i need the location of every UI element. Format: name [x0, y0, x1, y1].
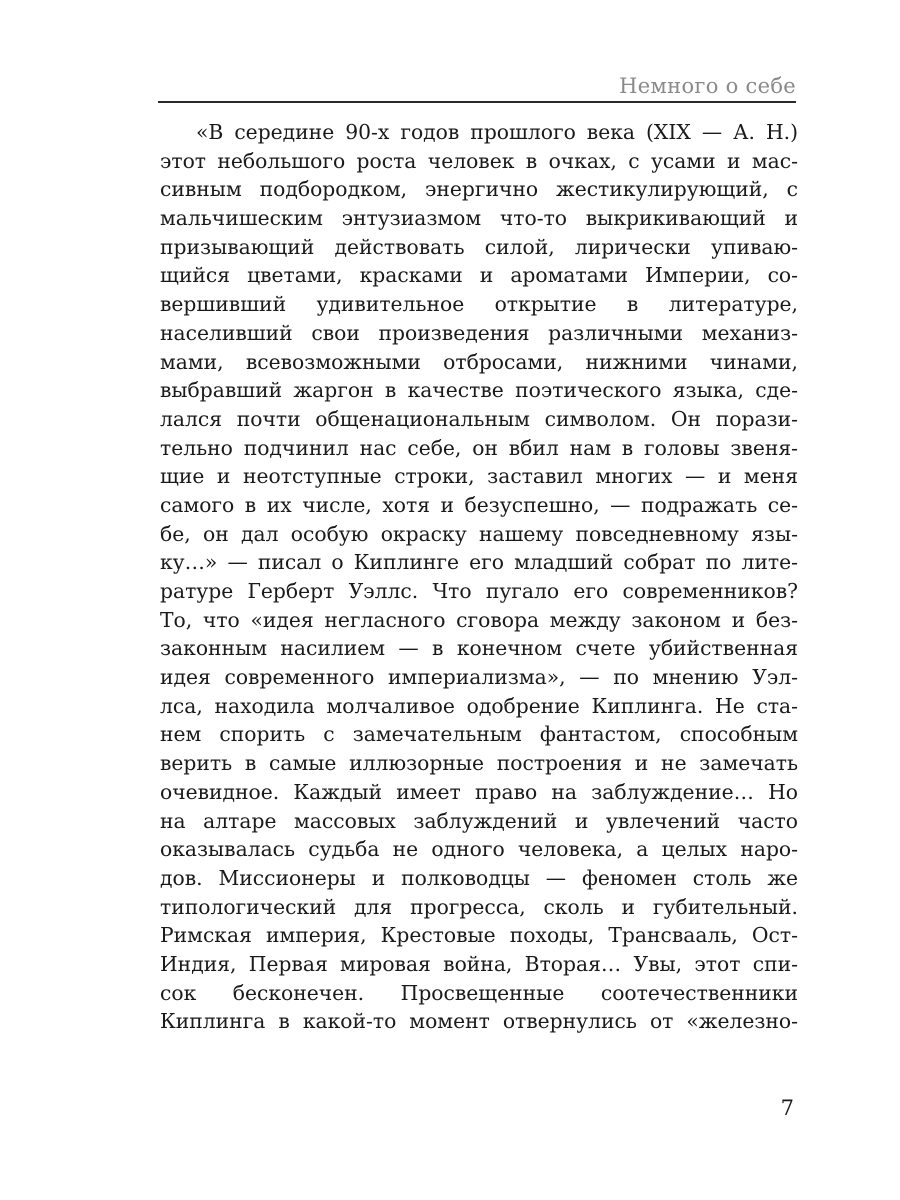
text-line: законным насилием — в конечном счете убийственная — [160, 636, 798, 661]
text-line: на алтаре массовых заблуждений и увлечений часто — [160, 808, 798, 833]
text-line: Киплинга в какой-то момент отвернулись от «железно- — [160, 1009, 798, 1034]
body-text — [160, 118, 798, 1036]
text-line: населивший свои произведения различными механиз- — [160, 320, 798, 345]
text-line: очевидное. Каждый имеет право на заблуждение… Но — [160, 779, 798, 804]
text-line: призывающий действовать силой, лирически упиваю- — [160, 234, 798, 259]
text-line: ратуре Герберт Уэллс. Что пугало его современников? — [160, 579, 798, 603]
text-line: верить в самые иллюзорные построения и не замечать — [160, 751, 798, 776]
text-line: «В середине 90-х годов прошлого века (XIX — А. Н.) — [196, 120, 798, 144]
text-line: типологический для прогресса, сколь и губительный. — [160, 894, 798, 919]
text-line: То, что «идея негласного сговора между законом и без- — [160, 607, 798, 632]
text-line: сок бесконечен. Просвещенные соотечественники — [160, 980, 798, 1005]
text-line: оказывалась судьба не одного человека, а целых наро- — [160, 837, 798, 862]
text-line: этот небольшого роста человек в очках, с усами и мас- — [160, 148, 798, 173]
text-line: идея современного империализма», — по мнению Уэл- — [160, 665, 798, 690]
text-line: мами, всевозможными отбросами, нижними чинами, — [160, 349, 798, 374]
text-line: мальчишеским энтузиазмом что-то выкрикивающий и — [160, 206, 798, 231]
text-line: ку…» — писал о Киплинге его младший собрат по лите- — [160, 550, 798, 575]
text-line: тельно подчинил нас себе, он вбил нам в головы звеня- — [160, 435, 798, 460]
text-line: Римская империя, Крестовые походы, Трансвааль, Ост- — [160, 923, 798, 948]
page-number: 7 — [780, 1096, 794, 1120]
text-line: щие и неотступные строки, заставил многих — и меня — [160, 464, 798, 489]
text-line: выбравший жаргон в качестве поэтического языка, сде- — [160, 378, 798, 403]
text-line: самого в их числе, хотя и безуспешно, — подражать се- — [160, 492, 798, 517]
text-line: вершивший удивительное открытие в литературе, — [160, 292, 798, 317]
text-line: дов. Миссионеры и полководцы — феномен столь же — [160, 865, 798, 890]
text-line: бе, он дал особую окраску нашему повседневному язы- — [160, 521, 798, 546]
running-head: Немного о себе — [619, 74, 796, 98]
text-line: лался почти общенациональным символом. Он порази- — [160, 406, 798, 431]
header-rule — [158, 101, 796, 103]
text-line: лса, находила молчаливое одобрение Киплинга. Не ста- — [160, 693, 798, 718]
text-line: Индия, Первая мировая война, Вторая… Увы, этот спи- — [160, 951, 798, 976]
text-line: сивным подбородком, энергично жестикулирующий, с — [160, 177, 798, 202]
text-line: щийся цветами, красками и ароматами Империи, со- — [160, 263, 798, 288]
text-line: нем спорить с замечательным фантастом, способным — [160, 722, 798, 747]
